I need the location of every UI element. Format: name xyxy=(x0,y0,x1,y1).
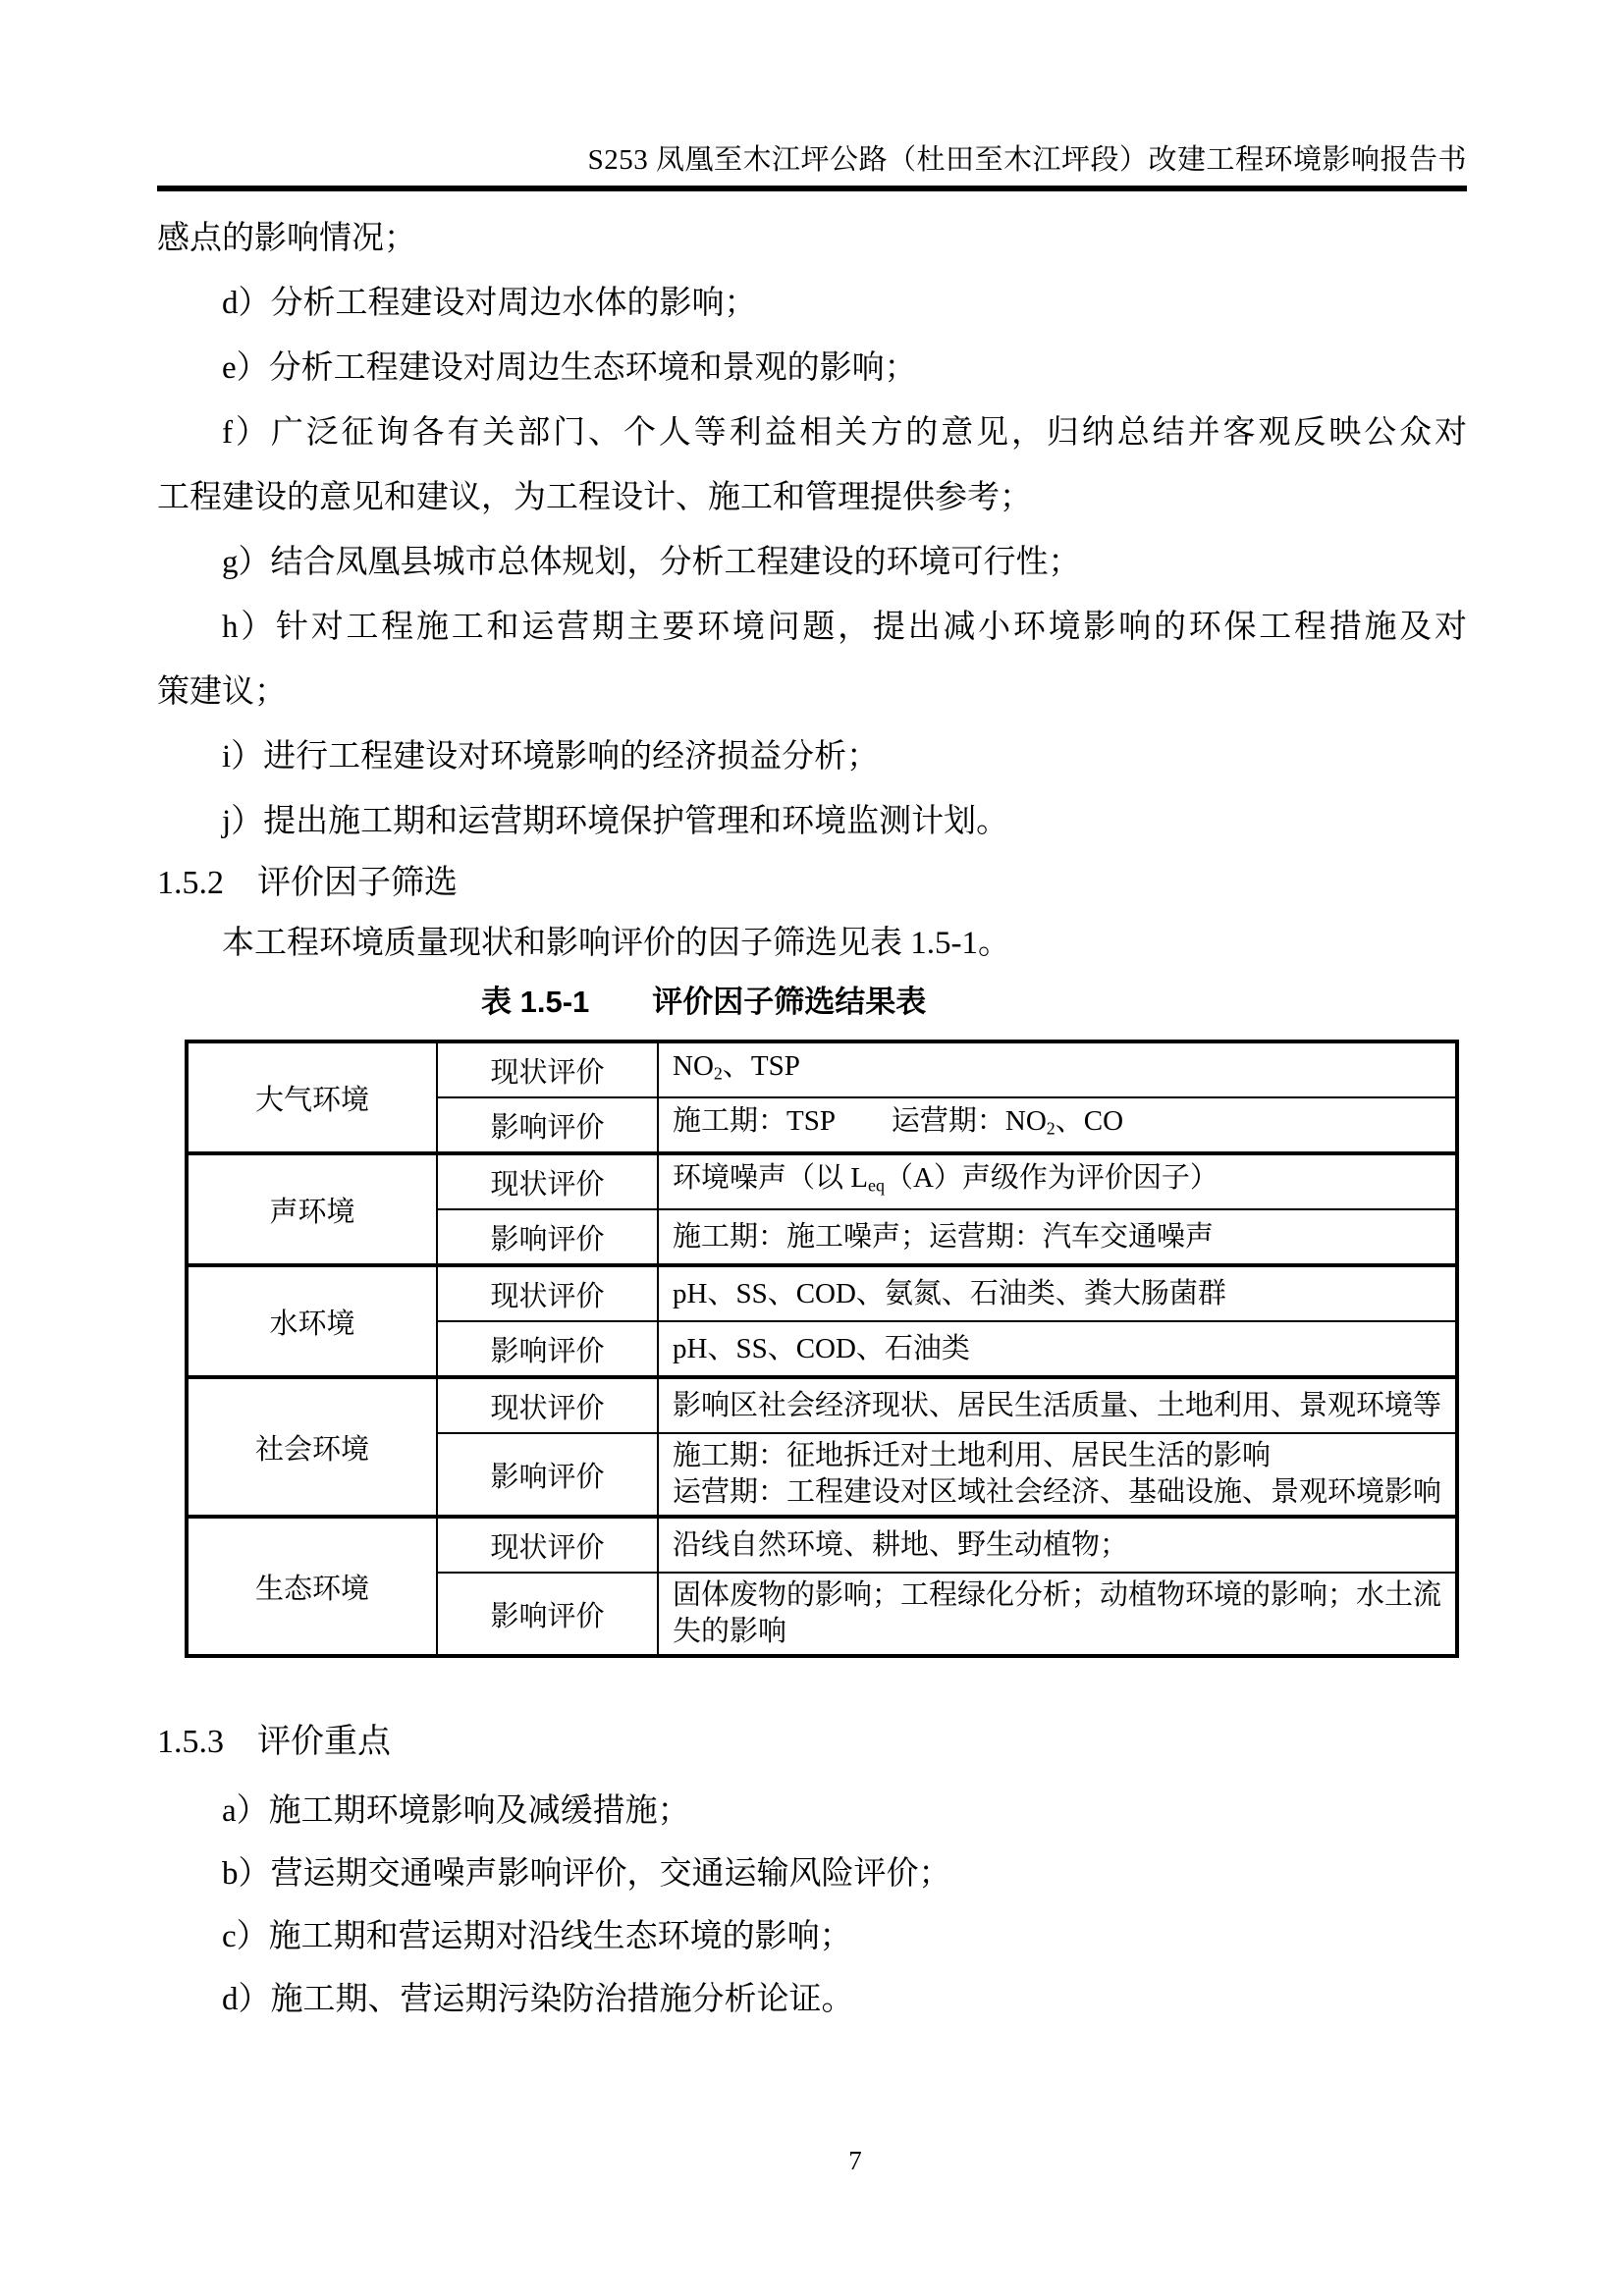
table-row xyxy=(187,1041,1457,1097)
running-header-title: S253 凤凰至木江坪公路（杜田至木江坪段）改建工程环境影响报告书 xyxy=(587,144,1467,176)
row-content-cell xyxy=(658,1433,1457,1517)
key-point-d: d）施工期、营运期污染防治措施分析论证。 xyxy=(222,1982,854,2017)
row-type-cell: 影响评价 xyxy=(437,1209,658,1265)
list-item-d: d）分析工程建设对周边水体的影响； xyxy=(222,286,757,321)
row-content-cell: 沿线自然环境、耕地、野生动植物； xyxy=(658,1517,1457,1573)
key-point-a: a）施工期环境影响及减缓措施； xyxy=(222,1793,690,1829)
body-text-block xyxy=(157,206,1467,854)
list-item-h-line1: h）针对工程施工和运营期主要环境问题，提出减小环境影响的环保工程措施及对 xyxy=(222,610,1467,645)
key-point-c: c）施工期和营运期对沿线生态环境的影响； xyxy=(222,1919,852,1954)
row-content-cell: pH、SS、COD、石油类 xyxy=(658,1321,1457,1377)
content-text: 环境噪声（以 L xyxy=(673,1161,868,1194)
list-item-g: g）结合凤凰县城市总体规划，分析工程建设的环境可行性； xyxy=(222,545,1081,580)
section-number: 1.5.2 xyxy=(157,865,224,901)
list-item-f-line1: f）广泛征询各有关部门、个人等利益相关方的意见，归纳总结并客观反映公众对 xyxy=(222,415,1467,451)
category-cell-noise: 声环境 xyxy=(187,1153,437,1265)
page-content xyxy=(157,0,1467,2031)
page-number: 7 xyxy=(848,2146,862,2175)
table-caption xyxy=(481,974,1467,1031)
table-row xyxy=(187,1517,1457,1573)
row-type-cell: 影响评价 xyxy=(437,1097,658,1153)
list-item-j: j）提出施工期和运营期环境保护管理和环境监测计划。 xyxy=(222,804,1009,839)
row-content-cell: 施工期：施工噪声；运营期：汽车交通噪声 xyxy=(658,1209,1457,1265)
table-row xyxy=(187,1153,1457,1209)
content-text: 、CO xyxy=(1055,1104,1124,1137)
row-type-cell: 影响评价 xyxy=(437,1321,658,1377)
section-title: 评价因子筛选 xyxy=(257,865,458,901)
row-content-cell: 影响区社会经济现状、居民生活质量、土地利用、景观环境等 xyxy=(658,1377,1457,1433)
row-type-cell: 影响评价 xyxy=(437,1433,658,1517)
list-item-h-line2: 策建议； xyxy=(157,674,287,710)
row-content-cell xyxy=(658,1041,1457,1097)
subscript-text: 2 xyxy=(1046,1118,1056,1139)
content-text: （A）声级作为评价因子） xyxy=(884,1161,1218,1194)
content-text: NO xyxy=(673,1049,714,1082)
row-content-cell: pH、SS、COD、氨氮、石油类、粪大肠菌群 xyxy=(658,1265,1457,1321)
content-line: 施工期：征地拆迁对土地利用、居民生活的影响 xyxy=(673,1440,1272,1471)
table-row xyxy=(187,1377,1457,1433)
category-cell-eco: 生态环境 xyxy=(187,1517,437,1656)
list-item-f-line2: 工程建设的意见和建议，为工程设计、施工和管理提供参考； xyxy=(157,480,1032,515)
table-intro-line: 本工程环境质量现状和影响评价的因子筛选见表 1.5-1。 xyxy=(222,926,1010,961)
content-text: 施工期：TSP 运营期：NO xyxy=(673,1104,1047,1137)
category-cell-social: 社会环境 xyxy=(187,1377,437,1517)
section-number: 1.5.3 xyxy=(157,1724,224,1760)
row-content-cell xyxy=(658,1153,1457,1209)
content-line: 运营期：工程建设对区域社会经济、基础设施、景观环境影响 xyxy=(673,1476,1442,1508)
table-caption-title: 评价因子筛选结果表 xyxy=(652,985,927,1019)
row-type-cell: 现状评价 xyxy=(437,1517,658,1573)
section-heading-153 xyxy=(157,1713,1467,1772)
header-rule xyxy=(157,186,1467,191)
row-type-cell: 影响评价 xyxy=(437,1573,658,1656)
subscript-text: eq xyxy=(867,1175,885,1196)
key-point-b: b）营运期交通噪声影响评价，交通运输风险评价； xyxy=(222,1856,951,1892)
row-content-cell: 固体废物的影响；工程绿化分析；动植物环境的影响；水土流失的影响 xyxy=(658,1573,1457,1656)
category-cell-air: 大气环境 xyxy=(187,1041,437,1153)
key-points-list xyxy=(157,1780,1467,2031)
section-heading-152 xyxy=(157,854,1467,913)
subscript-text: 2 xyxy=(713,1063,723,1084)
table-caption-label: 表 1.5-1 xyxy=(481,985,590,1019)
category-cell-water: 水环境 xyxy=(187,1265,437,1377)
list-item-e: e）分析工程建设对周边生态环境和景观的影响； xyxy=(222,350,917,386)
table-row xyxy=(187,1265,1457,1321)
list-item-i: i）进行工程建设对环境影响的经济损益分析； xyxy=(222,739,880,774)
row-type-cell: 现状评价 xyxy=(437,1153,658,1209)
content-text: 、TSP xyxy=(722,1049,800,1082)
row-type-cell: 现状评价 xyxy=(437,1265,658,1321)
factor-screening-table xyxy=(185,1040,1459,1658)
row-content-cell xyxy=(658,1097,1457,1153)
paragraph-line: 感点的影响情况； xyxy=(157,221,416,256)
section-title: 评价重点 xyxy=(257,1724,391,1760)
row-type-cell: 现状评价 xyxy=(437,1377,658,1433)
row-type-cell: 现状评价 xyxy=(437,1041,658,1097)
